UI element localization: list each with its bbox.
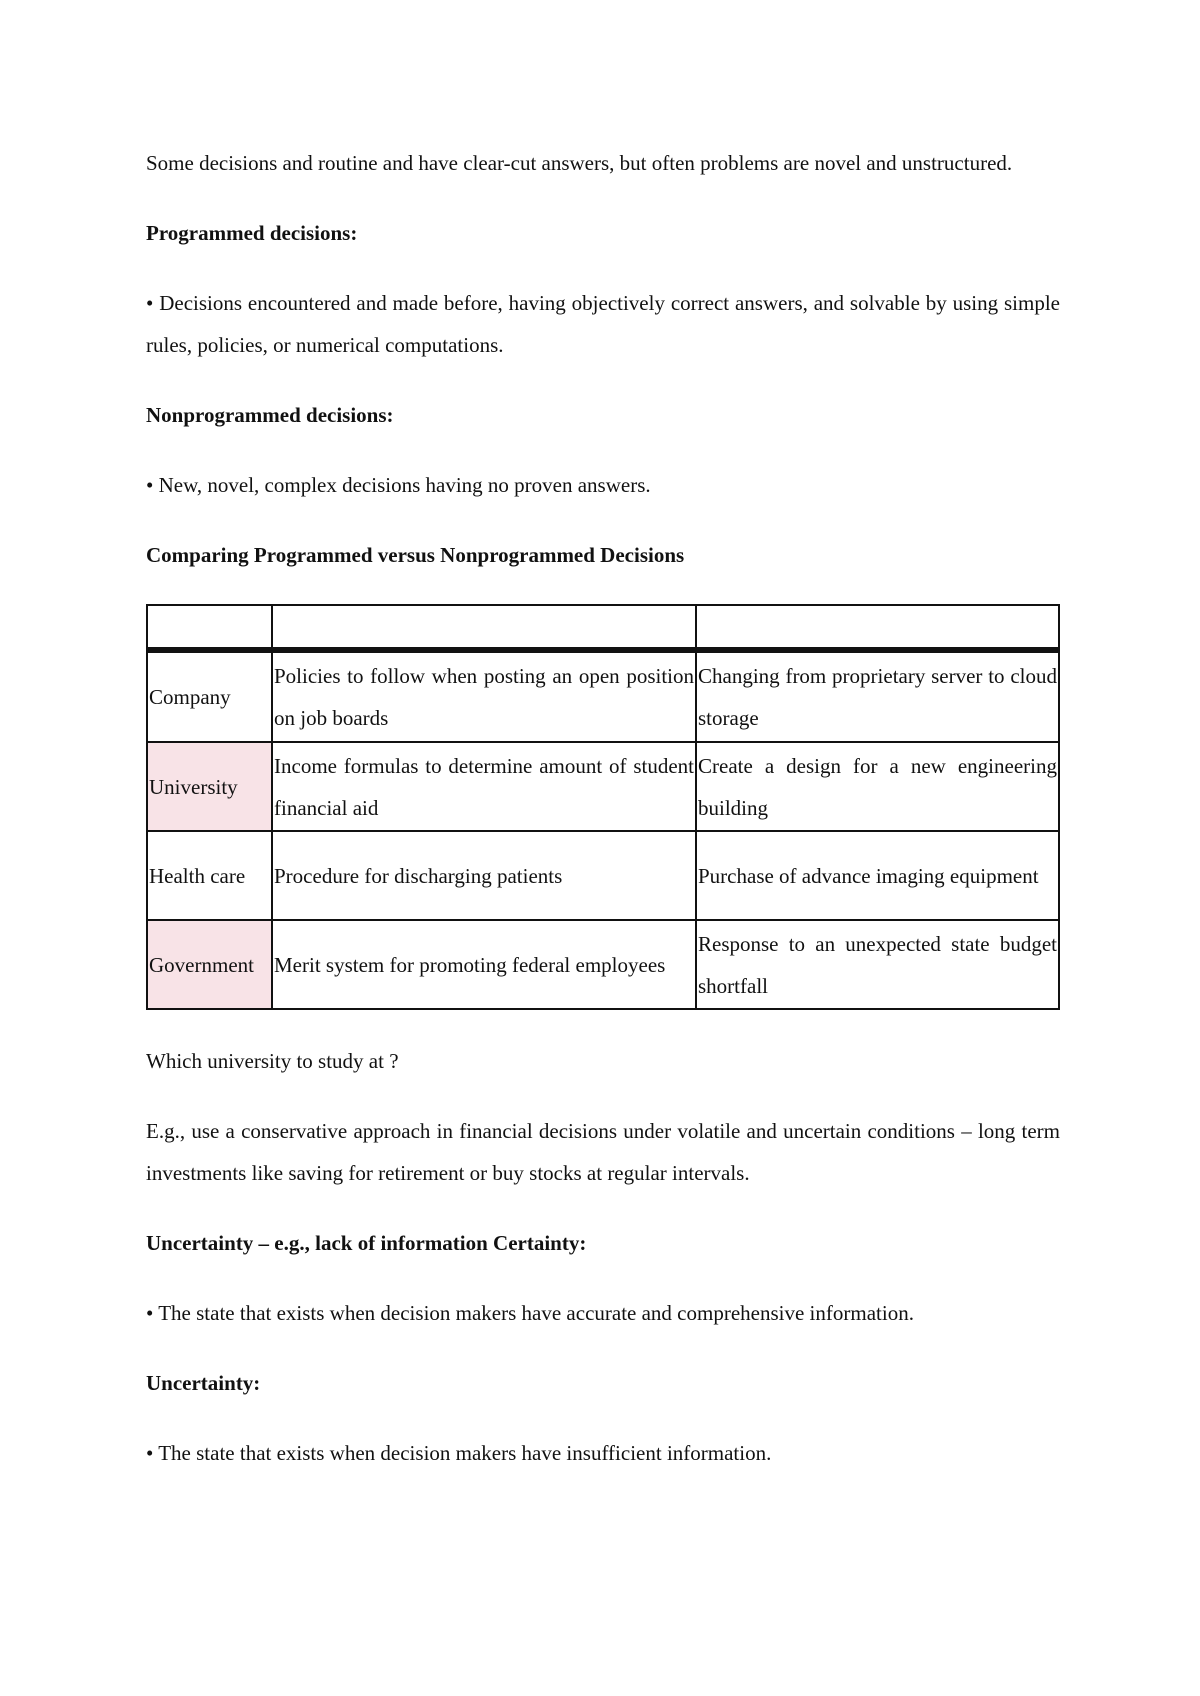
nonprogrammed-cell: Response to an unexpected state budget shortfall xyxy=(696,920,1059,1009)
programmed-cell: Merit system for promoting federal employees xyxy=(272,920,696,1009)
table-row xyxy=(147,831,1059,920)
table-header-row xyxy=(147,605,1059,650)
programmed-cell: Procedure for discharging patients xyxy=(272,831,696,920)
certainty-bullet: • The state that exists when decision makers have accurate and comprehensive information. xyxy=(146,1301,914,1325)
row-label-university: University xyxy=(147,742,272,831)
header-cell xyxy=(147,605,272,650)
programmed-cell: Income formulas to determine amount of student financial aid xyxy=(272,742,696,831)
nonprogrammed-cell: Changing from proprietary server to cloud storage xyxy=(696,650,1059,742)
uncertainty-heading: Uncertainty: xyxy=(146,1371,261,1395)
nonprogrammed-heading: Nonprogrammed decisions: xyxy=(146,403,394,427)
row-label-government: Government xyxy=(147,920,272,1009)
header-cell xyxy=(696,605,1059,650)
document-page xyxy=(146,142,1060,1474)
nonprogrammed-cell: Purchase of advance imaging equipment xyxy=(696,831,1059,920)
programmed-heading: Programmed decisions: xyxy=(146,221,358,245)
comparison-table xyxy=(146,604,1060,1010)
table-row xyxy=(147,650,1059,742)
intro-paragraph: Some decisions and routine and have clear-cut answers, but often problems are novel and unstructured. xyxy=(146,151,1013,175)
certainty-heading: Uncertainty – e.g., lack of information Certainty: xyxy=(146,1231,587,1255)
nonprogrammed-cell: Create a design for a new engineering building xyxy=(696,742,1059,831)
programmed-bullet: • Decisions encountered and made before, having objectively correct answers, and solvable by using simple rules, policies, or numerical computations. xyxy=(146,291,1060,357)
header-cell xyxy=(272,605,696,650)
uncertainty-bullet: • The state that exists when decision makers have insufficient information. xyxy=(146,1441,772,1465)
table-row xyxy=(147,742,1059,831)
comparison-heading: Comparing Programmed versus Nonprogrammed Decisions xyxy=(146,543,685,567)
row-label-company: Company xyxy=(147,650,272,742)
row-label-health-care: Health care xyxy=(147,831,272,920)
programmed-cell: Policies to follow when posting an open position on job boards xyxy=(272,650,696,742)
example-paragraph: E.g., use a conservative approach in financial decisions under volatile and uncertain conditions – long term investments like saving for retirement or buy stocks at regular intervals. xyxy=(146,1119,1060,1185)
question-paragraph: Which university to study at ? xyxy=(146,1049,399,1073)
nonprogrammed-bullet: • New, novel, complex decisions having no proven answers. xyxy=(146,473,651,497)
table-row xyxy=(147,920,1059,1009)
